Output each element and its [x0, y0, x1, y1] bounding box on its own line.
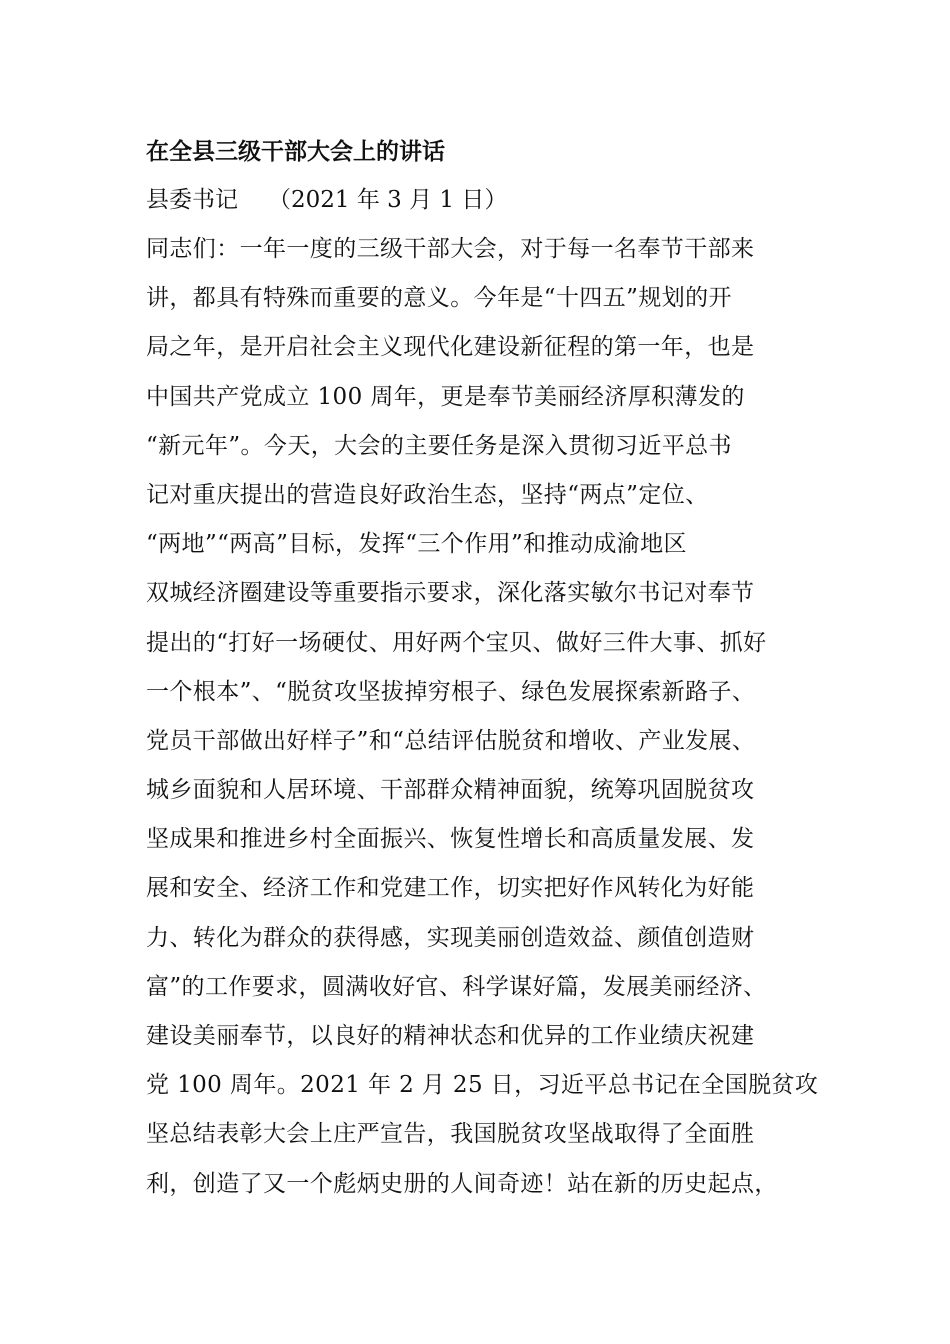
body-text-line: 一个根本”、“脱贫攻坚拔掉穷根子、绿色发展探索新路子、	[146, 678, 756, 705]
speech-date: （2021 年 3 月 1 日）	[268, 187, 508, 213]
body-text-line: 双城经济圈建设等重要指示要求，深化落实敏尔书记对奉节	[146, 580, 755, 607]
document-title: 在全县三级干部大会上的讲话	[146, 139, 445, 165]
body-text-line: 力、转化为群众的获得感，实现美丽创造效益、颜值创造财	[146, 924, 755, 951]
body-text-line: 坚总结表彰大会上庄严宣告，我国脱贫攻坚战取得了全面胜	[146, 1121, 755, 1148]
body-text-line: 提出的“打好一场硬仗、用好两个宝贝、做好三件大事、抓好	[146, 629, 767, 656]
body-text-line: 富”的工作要求，圆满收好官、科学谋好篇，发展美丽经济、	[146, 973, 767, 1000]
body-text-line: 城乡面貌和人居环境、干部群众精神面貌，统筹巩固脱贫攻	[146, 777, 755, 804]
speech-body	[146, 225, 826, 1209]
body-text-line: 中国共产党成立 100 周年，更是奉节美丽经济厚积薄发的	[146, 383, 745, 410]
document-content	[146, 128, 826, 1209]
body-text-line: 建设美丽奉节，以良好的精神状态和优异的工作业绩庆祝建	[146, 1023, 755, 1049]
body-text-line: 党 100 周年。2021 年 2 月 25 日，习近平总书记在全国脱贫攻	[146, 1072, 819, 1099]
body-text-line: 利，创造了又一个彪炳史册的人间奇迹！站在新的历史起点，	[146, 1170, 778, 1197]
author-date-line	[146, 176, 826, 225]
body-text-line: “新元年”。今天，大会的主要任务是深入贯彻习近平总书	[146, 432, 732, 459]
body-text-line: “两地”“两高”目标，发挥“三个作用”和推动成渝地区	[146, 531, 687, 558]
body-text-line: 党员干部做出好样子”和“总结评估脱贫和增收、产业发展、	[146, 727, 756, 754]
body-text-line: 同志们：一年一度的三级干部大会，对于每一名奉节干部来	[146, 236, 755, 262]
body-text-line: 局之年，是开启社会主义现代化建设新征程的第一年，也是	[146, 334, 755, 361]
body-text-line: 记对重庆提出的营造良好政治生态，坚持“两点”定位、	[146, 481, 709, 508]
author-label: 县委书记	[146, 187, 238, 213]
body-text-line: 展和安全、经济工作和党建工作，切实把好作风转化为好能	[146, 875, 755, 902]
body-text-line: 讲，都具有特殊而重要的意义。今年是“十四五”规划的开	[146, 285, 732, 312]
body-text-line: 坚成果和推进乡村全面振兴、恢复性增长和高质量发展、发	[146, 826, 755, 853]
